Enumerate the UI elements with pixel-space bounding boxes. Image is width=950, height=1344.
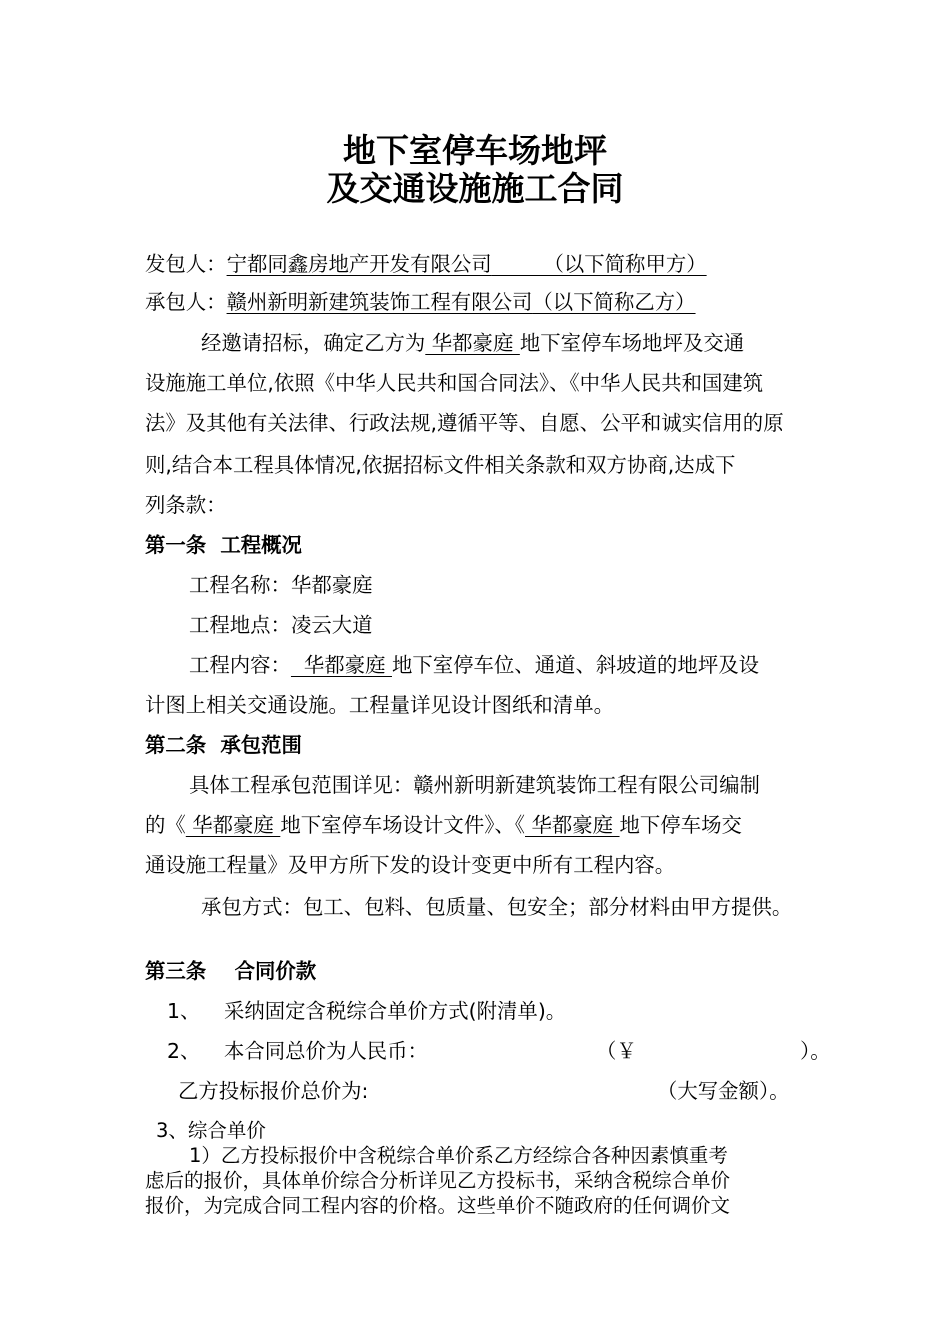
contract-method-line: 承包方式：包工、包料、包质量、包安全；部分材料由甲方提供。 — [201, 895, 793, 919]
contractor-name-underlined — [227, 290, 696, 314]
preamble-line1 — [201, 329, 744, 357]
price-item2-yen-close: ）。 — [800, 1039, 831, 1063]
price-item2-number: 2、 — [167, 1039, 201, 1063]
project-location-line: 工程地点：凌云大道 — [189, 613, 373, 637]
scope-line3: 通设施工程量》及甲方所下发的设计变更中所有工程内容。 — [145, 853, 676, 877]
article1-heading: 第一条 工程概况 — [145, 533, 302, 557]
unit-price-heading: 3、综合单价 — [156, 1119, 266, 1142]
unit-price-para-line3: 报价，为完成合同工程内容的价格。这些单价不随政府的任何调价文 — [145, 1194, 731, 1217]
unit-price-para-line2: 虑后的报价，具体单价综合分析详见乙方投标书，采纳含税综合单价 — [145, 1169, 731, 1192]
scope-line2-a: 的《 — [145, 813, 186, 837]
contract-title-line2: 及交通设施施工合同 — [326, 169, 624, 208]
contract-title-line1: 地下室停车场地坪 — [343, 131, 607, 170]
preamble-line5: 列条款： — [145, 493, 227, 517]
preamble-line1-b: 地下室停车场地坪及交通 — [519, 331, 745, 355]
price-item1-text: 采纳固定含税综合单价方式(附清单)。 — [224, 999, 567, 1023]
contractor-label: 承包人： — [145, 290, 227, 314]
preamble-project-name: 华都豪庭 — [425, 331, 520, 355]
contractor-alias: （以下简称乙方） — [532, 290, 696, 314]
bid-total-label: 乙方投标报价总价为: — [178, 1079, 369, 1103]
scope-line1: 具体工程承包范围详见：赣州新明新建筑装饰工程有限公司编制 — [189, 773, 760, 797]
scope-project-name-2: 华都豪庭 — [525, 813, 620, 837]
scope-line2 — [145, 811, 742, 839]
project-content-line2: 计图上相关交通设施。工程量详见设计图纸和清单。 — [145, 693, 614, 717]
preamble-line4: 则,结合本工程具体情况,依据招标文件相关条款和双方协商,达成下 — [145, 453, 736, 477]
project-content-label: 工程内容： — [189, 653, 291, 677]
scope-line2-c: 地下停车场交 — [619, 813, 742, 837]
price-item2-yen-open: （￥ — [596, 1039, 637, 1063]
contractor-line — [145, 288, 696, 316]
project-name-line: 工程名称：华都豪庭 — [189, 573, 373, 597]
employer-name-underlined — [227, 252, 707, 276]
scope-line2-b: 地下室停车场设计文件》、《 — [280, 813, 525, 837]
project-content-text: 地下室停车位、通道、斜坡道的地坪及设 — [391, 653, 759, 677]
project-content-line1 — [189, 651, 759, 679]
article2-heading: 第二条 承包范围 — [145, 733, 302, 757]
article3-heading: 第三条 合同价款 — [145, 959, 317, 983]
preamble-line3: 法》及其他有关法律、行政法规,遵循平等、自愿、公平和诚实信用的原 — [145, 411, 784, 435]
project-content-project-name: 华都豪庭 — [290, 653, 392, 677]
employer-label: 发包人： — [145, 252, 227, 276]
bid-total-words: （大写金额）。 — [657, 1079, 790, 1103]
employer-gap — [492, 252, 544, 276]
employer-line — [145, 250, 707, 278]
employer-alias: （以下简称甲方） — [543, 252, 707, 276]
scope-project-name-1: 华都豪庭 — [185, 813, 281, 837]
price-item2-text: 本合同总价为人民币： — [224, 1039, 428, 1063]
contractor-name: 赣州新明新建筑装饰工程有限公司 — [226, 290, 533, 314]
preamble-line2: 设施施工单位,依照《中华人民共和国合同法》、《中华人民共和国建筑 — [145, 371, 764, 395]
price-item1-number: 1、 — [167, 999, 201, 1023]
unit-price-para-line1: 1）乙方投标报价中含税综合单价系乙方经综合各种因素慎重考 — [189, 1144, 728, 1167]
employer-name: 宁都同鑫房地产开发有限公司 — [226, 252, 492, 276]
preamble-line1-a: 经邀请招标，确定乙方为 — [201, 331, 426, 355]
